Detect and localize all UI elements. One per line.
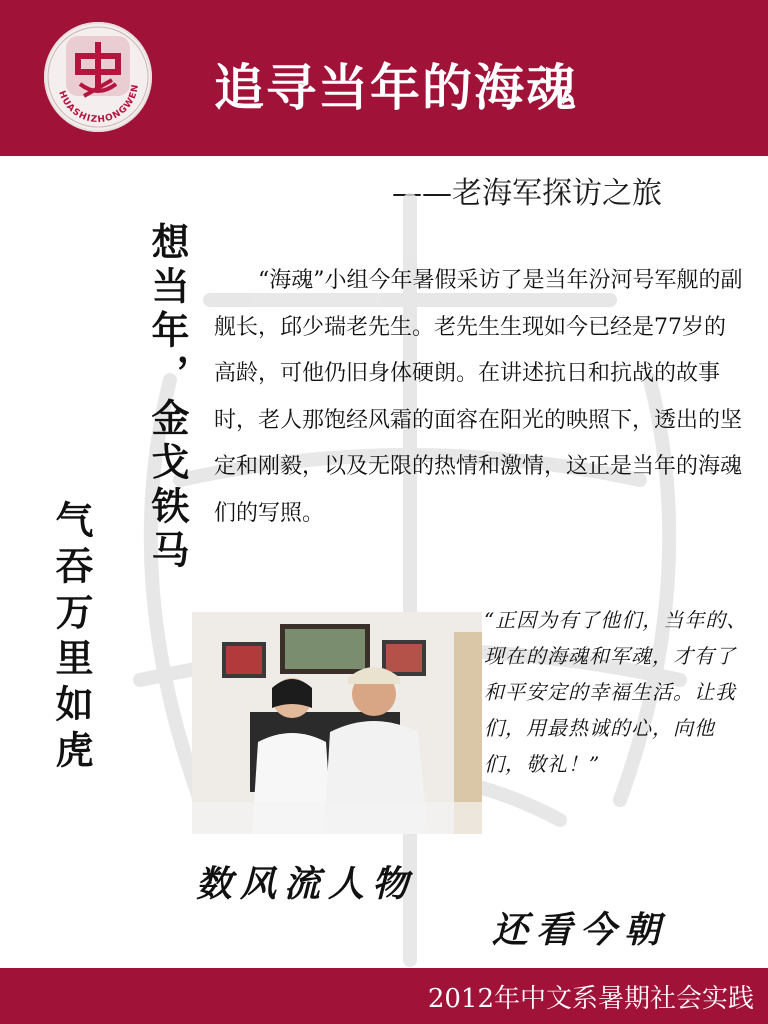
logo-text: HUASHIZHONGWEN — [56, 83, 142, 126]
photo-image — [192, 612, 482, 834]
page-title: 追寻当年的海魂 — [214, 59, 578, 117]
logo-text-arc — [44, 22, 152, 132]
footer-text: 2012年中文系暑期社会实践 — [427, 984, 754, 1014]
svg-text:HUASHIZHONGWEN — [56, 83, 141, 125]
vertical-poem-line-1: 想当年，金戈铁马 — [145, 222, 190, 574]
subtitle: ——老海军探访之旅 — [392, 176, 662, 211]
logo — [44, 22, 152, 132]
quote-text: “正因为有了他们，当年的、现在的海魂和军魂，才有了和平安定的幸福生活。让我们，用最热诚的心，向他们，敬礼！” — [484, 608, 748, 776]
vertical-poem-line-2: 气吞万里如虎 — [49, 500, 94, 776]
caption-right: 还看今朝 — [492, 909, 669, 951]
body-paragraph: “海魂”小组今年暑假采访了是当年汾河号军舰的副舰长，邱少瑞老先生。老先生生现如今已经是77岁的高龄，可他仍旧身体硬朗。在讲述抗日和抗战的故事时，老人那饱经风霜的面容在阳光的映照下，透出的坚定和刚毅，以及无限的热情和激情，这正是当年的海魂们的写照。 — [214, 268, 743, 526]
caption-left: 数风流人物 — [196, 863, 417, 905]
interview-photo — [192, 612, 482, 834]
